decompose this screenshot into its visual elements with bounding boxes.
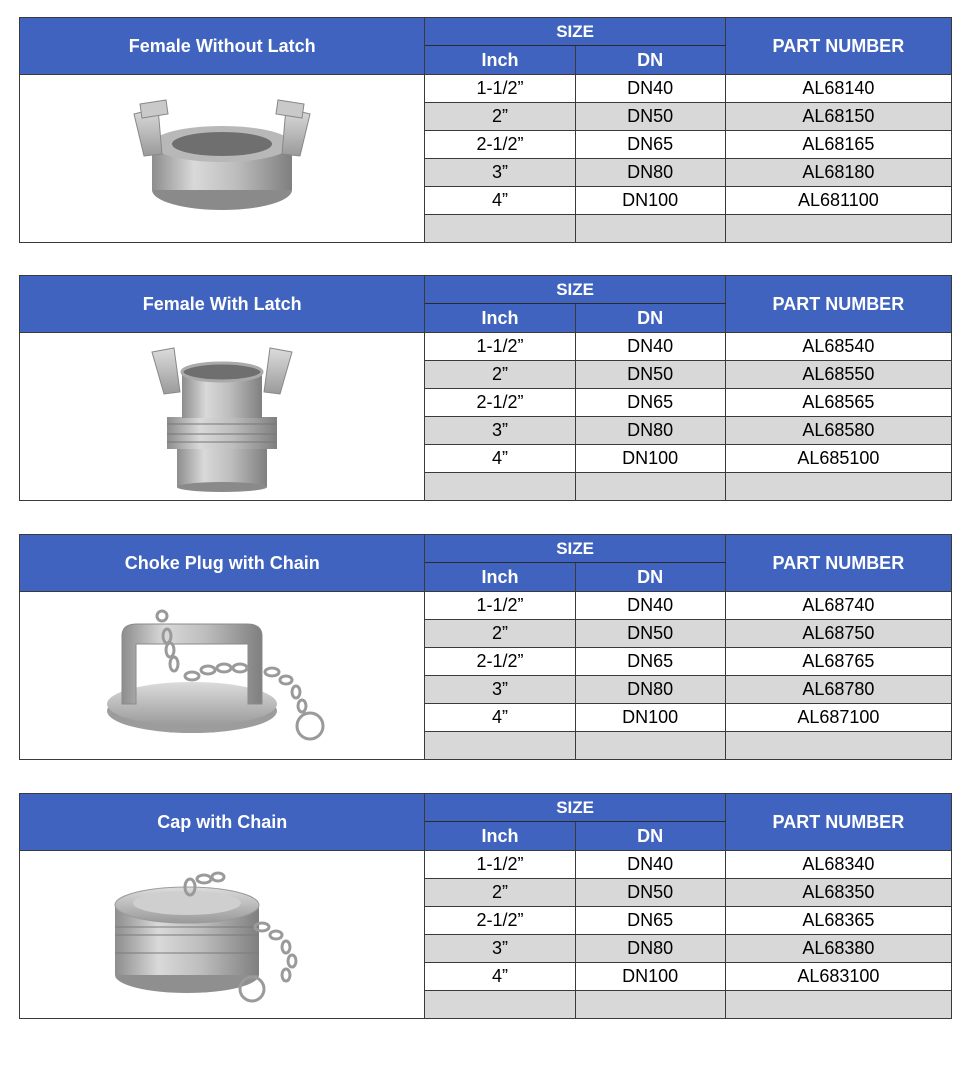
part-number-cell: AL68180: [725, 159, 951, 187]
part-number-header: PART NUMBER: [725, 794, 951, 851]
product-image: [20, 333, 425, 501]
table-row: [20, 592, 952, 620]
inch-cell: 2”: [425, 103, 575, 131]
part-number-cell: AL68565: [725, 389, 951, 417]
inch-cell: 3”: [425, 935, 575, 963]
part-number-cell: [725, 473, 951, 501]
product-title: Female With Latch: [20, 276, 425, 333]
inch-cell: 1-1/2”: [425, 333, 575, 361]
size-header: SIZE: [425, 535, 725, 563]
inch-header: Inch: [425, 822, 575, 851]
dn-cell: DN40: [575, 75, 725, 103]
dn-cell: [575, 732, 725, 760]
part-number-cell: AL68780: [725, 676, 951, 704]
inch-cell: 4”: [425, 963, 575, 991]
part-number-cell: AL68350: [725, 879, 951, 907]
dn-cell: DN100: [575, 704, 725, 732]
dn-cell: DN50: [575, 620, 725, 648]
inch-header: Inch: [425, 46, 575, 75]
inch-cell: [425, 991, 575, 1019]
part-number-cell: AL68750: [725, 620, 951, 648]
inch-cell: 2”: [425, 620, 575, 648]
part-number-cell: AL68540: [725, 333, 951, 361]
product-image: [20, 592, 425, 760]
part-number-cell: [725, 215, 951, 243]
part-number-cell: AL68580: [725, 417, 951, 445]
product-title: Cap with Chain: [20, 794, 425, 851]
part-number-cell: [725, 732, 951, 760]
product-table-cap-with-chain: [19, 793, 951, 1021]
table-row: [20, 333, 952, 361]
female-without-latch-coupling-icon: [122, 94, 322, 224]
inch-cell: 4”: [425, 187, 575, 215]
table-row: [20, 75, 952, 103]
part-number-cell: AL687100: [725, 704, 951, 732]
part-number-header: PART NUMBER: [725, 535, 951, 592]
inch-cell: 2-1/2”: [425, 131, 575, 159]
inch-header: Inch: [425, 304, 575, 333]
inch-cell: 2”: [425, 361, 575, 389]
choke-plug-with-chain-icon: [92, 606, 352, 746]
part-number-cell: AL68140: [725, 75, 951, 103]
dn-cell: DN40: [575, 592, 725, 620]
inch-cell: [425, 473, 575, 501]
part-number-cell: AL68150: [725, 103, 951, 131]
inch-cell: 3”: [425, 676, 575, 704]
dn-header: DN: [575, 304, 725, 333]
dn-cell: DN65: [575, 907, 725, 935]
part-number-cell: AL685100: [725, 445, 951, 473]
dn-cell: [575, 215, 725, 243]
product-image: [20, 75, 425, 243]
dn-cell: [575, 991, 725, 1019]
product-table-choke-plug-with-chain: [19, 534, 951, 762]
size-header: SIZE: [425, 18, 725, 46]
part-number-header: PART NUMBER: [725, 276, 951, 333]
dn-cell: DN100: [575, 187, 725, 215]
product-title: Female Without Latch: [20, 18, 425, 75]
part-number-cell: [725, 991, 951, 1019]
female-with-latch-coupling-icon: [142, 342, 302, 492]
inch-cell: [425, 732, 575, 760]
cap-with-chain-icon: [102, 865, 342, 1005]
dn-cell: DN65: [575, 389, 725, 417]
dn-cell: DN40: [575, 333, 725, 361]
table-row: [20, 851, 952, 879]
inch-cell: 4”: [425, 445, 575, 473]
inch-cell: 3”: [425, 417, 575, 445]
inch-cell: 2-1/2”: [425, 389, 575, 417]
part-number-cell: AL68550: [725, 361, 951, 389]
dn-cell: [575, 473, 725, 501]
part-number-cell: AL683100: [725, 963, 951, 991]
product-table-female-without-latch: [19, 17, 951, 245]
part-number-cell: AL68380: [725, 935, 951, 963]
dn-cell: DN80: [575, 417, 725, 445]
part-number-cell: AL68740: [725, 592, 951, 620]
product-image: [20, 851, 425, 1019]
dn-cell: DN50: [575, 361, 725, 389]
inch-cell: 1-1/2”: [425, 851, 575, 879]
size-header: SIZE: [425, 794, 725, 822]
dn-header: DN: [575, 822, 725, 851]
product-table-female-with-latch: [19, 275, 951, 503]
size-header: SIZE: [425, 276, 725, 304]
inch-header: Inch: [425, 563, 575, 592]
part-number-cell: AL68365: [725, 907, 951, 935]
inch-cell: 1-1/2”: [425, 592, 575, 620]
inch-cell: 2-1/2”: [425, 907, 575, 935]
dn-cell: DN40: [575, 851, 725, 879]
inch-cell: 3”: [425, 159, 575, 187]
dn-cell: DN100: [575, 963, 725, 991]
dn-cell: DN50: [575, 103, 725, 131]
dn-cell: DN65: [575, 131, 725, 159]
dn-cell: DN80: [575, 159, 725, 187]
dn-cell: DN50: [575, 879, 725, 907]
part-number-cell: AL68165: [725, 131, 951, 159]
product-title: Choke Plug with Chain: [20, 535, 425, 592]
dn-cell: DN80: [575, 676, 725, 704]
dn-cell: DN65: [575, 648, 725, 676]
dn-cell: DN100: [575, 445, 725, 473]
inch-cell: 2”: [425, 879, 575, 907]
part-number-cell: AL681100: [725, 187, 951, 215]
part-number-cell: AL68340: [725, 851, 951, 879]
inch-cell: [425, 215, 575, 243]
dn-header: DN: [575, 46, 725, 75]
part-number-cell: AL68765: [725, 648, 951, 676]
dn-header: DN: [575, 563, 725, 592]
inch-cell: 1-1/2”: [425, 75, 575, 103]
inch-cell: 2-1/2”: [425, 648, 575, 676]
inch-cell: 4”: [425, 704, 575, 732]
dn-cell: DN80: [575, 935, 725, 963]
part-number-header: PART NUMBER: [725, 18, 951, 75]
